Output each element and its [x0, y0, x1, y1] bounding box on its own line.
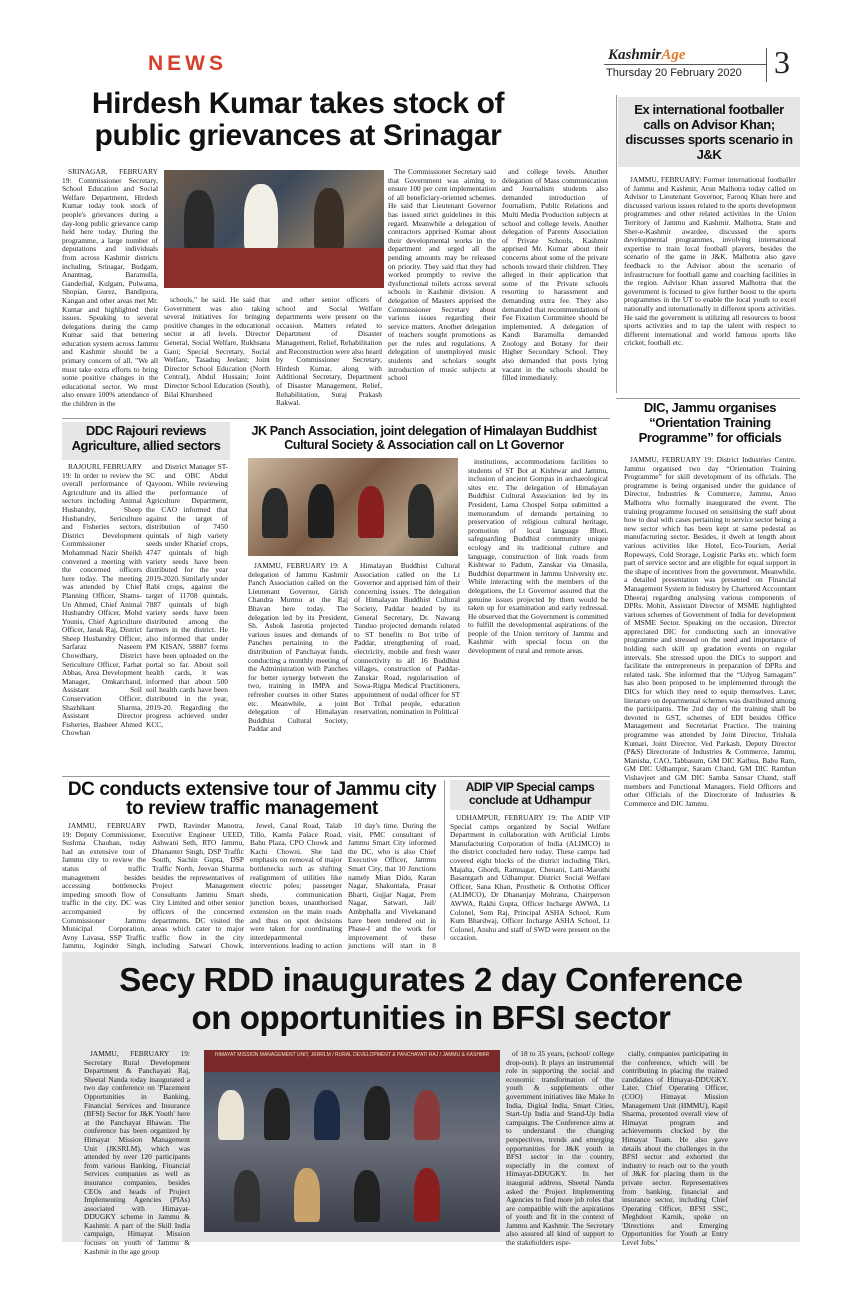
- story1-col1: SRINAGAR, FEBRUARY 19: Commissioner Secretary, School Education and Social Welfare Department, Hirdesh Kumar today took stock of people's grievances during a day-long public grievance camp held here today. During the programme, a large number of deputations and individuals from across Kashmir districts including, Srinagar, Budgam, Anantnag, Baramulla, Ganderbal, Kulgam, Pulwama, Shopian, Gurez, Bandipora, Kangan and other areas met Mr. Kumar and highlighted their issues. Speaking to several delegations during the camp Kumar said that bettering education system across Jammu and Kashmir should be a primary concern of all. "We all must take extra efforts to bring some positive changes in the educational sector. We must also ensure 100% attendance of the children in the: [62, 167, 158, 409]
- photo-figure: [262, 488, 288, 538]
- photo-figure: [414, 1090, 440, 1140]
- paper-name-accent: Age: [661, 47, 686, 63]
- paper-name-main: Kashmir: [608, 47, 662, 63]
- story4-headline: JK Panch Association, joint delegation of Himalayan Buddhist Cultural Society & Association call on Lt Governor: [251, 424, 597, 452]
- divider-top: [62, 418, 610, 419]
- story8-headline-line1: Secy RDD inaugurates 2 day Conference: [119, 961, 743, 998]
- story5-body: JAMMU, FEBRUARY 19: District Industries Centre, Jammu organised two day “Orientation Training Programme” for skill development of its officials. The programme is being organised under the guidance of Director, Industries & Commerce, Jammu, Anoo Malhotra who formally inaugurated the event. The training programme focused on sensitising the staff about how to deal with cases pertaining to service sector being a new sector which has been kept at same pedestal as manufacturing sector. Besides, it dwelt at length about various activities like Hotel, Eco-Tourism, Aerial Ropeways, Cold Storage, Logistic Parks etc. which form part of service sector and are eligible for equal support in the shape of incentives from the government. Meanwhile, a detailed presentation was presented on Financial Management System in Industry by Chartered Accountant Dheeraj regarding analysing various components of DPRs. Mohit, Assistant Director of MSME highlighted various schemes of Government of India for development of MSME Sector. Speaking on the occasion, Director appreciated DIC for conducting such an innovative programme and stressed on the need and importance of holding such skill up gradation events on regular intervals. She stressed upon the DICs to support and facilitate the entrepreneurs in preparation of DPRs and related task. She informed that the “Udyog Samagam” has also been proposed to be implemented through the DICs for which they need to equip themselves. Later, literature on departmental schemes was distributed among the participants. The 2nd day of the training shall be devoted to GST, schemes of EDI besides Office Management and Secretariat Practice. The training programme was attended by Joint Director, Trishala Kumari, Joint Director, Ved Parkash, Deputy Director (P&S) Directorate of Industries & Commerce, Jammu, Manisha, CAO, Tabbasum, GM DIC Kathua, Babu Ram, GM DIC Udhampur, Saram Chand, GM DIC Ramban Vishavjeet and GM DIC Samba Sansar Chand, staff members and Functional Managers, Field Officers and other Officials of the Directorate of Industries & Commerce and DIC Jammu.: [624, 455, 796, 808]
- masthead-logo: [608, 47, 686, 64]
- story6-col2: PWD, Ravinder Manotra, Executive Engineer UEED, Ashwani Seth, RTO Jammu, Dhananter Singh, DSP Traffic South, Sachin Gupta, DSP Traffic North, Jeevan Sharma besides the representatives of Project Management Consultants Jammu Smart City Limited and other senior officers of the concerned departments. DC visited the areas which cater to major traffic flow in the city including Satwari Chowk,: [152, 821, 244, 951]
- story3-headline: DDC Rajouri reviews Agriculture, allied sectors: [71, 423, 221, 453]
- story1-col3: and other senior officers of school and Social Welfare departments were present on the occasion. Matters related to Department of Disaster Management, Relief, Rehabilitation and Reconstruction were also heard by Commissioner Secretary, Hirdesh Kumar, along with Additional Secretary, Department of Disaster Management, Relief, Rehabilitation, Suraj Prakash Rakwal.: [276, 295, 382, 408]
- masthead-divider: [604, 64, 766, 65]
- story2-headline: Ex international footballer calls on Advisor Khan; discusses sports scenario in J&K: [625, 102, 793, 162]
- masthead-vertical-rule: [766, 48, 767, 82]
- photo-figure: [264, 1088, 290, 1140]
- story8-col3: cially, companies participating in the conference, which will be contributing in placing the trained candidates of Himayat-DDUGKY. Later, Chief Operating Officer, (COO) Himayat Mission Management Unit (HMMU), Kapil Sharma, presented overall view of Himayat program and achievements clocked by the Himayat Team. He also gave details about the challenges in the BFSI sector and exhorted the industry to reach out to the youth of J&K for placing them in the private sector. Representatives from banking, financial and insurance sector, including Chief Operating Officer, BFSI SSC, Meghdoot Karnik, spoke on 'Directions and Emerging Opportunities for Youth at Entry Level Jobs.': [622, 1049, 728, 1248]
- photo-figure: [308, 484, 334, 538]
- story8-col1: JAMMU, FEBRUARY 19: Secretary Rural Development Department & Panchayati Raj, Sheetal Nanda today inaugurated a two day conference on 'Placement Opportunities in Banking, Financial Services and Insurance (BFSI) Sector for J&K Youth' here at the Panchayat Bhawan. The conference has been organized by Himayat Mission Management Unit (JKSRLM), which was attended by over 120 participants from various Banking, Financial Services companies as well as insurance companies, besides CEOs and heads of Project Implementing Agencies (PIAs) associated with Himayat-DDUGKY scheme in Jammu & Kashmir. A part of the Skill India campaign, Himayat Mission focuses on youth of Jammu & Kashmir in the age group: [84, 1049, 190, 1256]
- divider-right: [616, 398, 800, 399]
- story6-col4: 10 day's time. During the visit, PMC consultant of Jammu Smart City informed the DC, who is also Chief Executive Officer, Jammu Smart City, that 10 Junctions namely Mian Dido, Karan Nagar, Shakuntala, Prasar Bharti, Gujjar Nagar, Prem Nagar, Satwari, Jail/ Ambphalla and Vivekanand have been tendered out in Phase-I and the work for improvement of these junctions will start in 8: [348, 821, 436, 951]
- photo-figure: [408, 484, 434, 538]
- story7-headline: ADIP VIP Special camps conclude at Udhampur: [465, 780, 595, 807]
- photo-figure: [414, 1168, 440, 1222]
- photo-banner-text: HIMAYAT MISSION MANAGEMENT UNIT, JKRRLM / RURAL DEVELOPMENT & PANCHAYATI RAJ / JAMMU & KASHMIR: [214, 1052, 490, 1058]
- photo-figure: [358, 486, 384, 538]
- photo-figure: [184, 190, 214, 250]
- story4-col2: Himalayan Buddhist Cultural Association called on the Lt Governor and apprised him of their concerning issues. The delegation of Himalayan Buddhist Cultural Society, Paddar headed by its General Secretary, Dr. Nawang Tunduo projected demands related to ST benefits to Bot tribe of Paddar, strengthening of road, electricity, mobile and fresh water connectivity to all 16 Buddhist villages, construction of Paddar-Zanskar Road, regularisation of Sowa-Rigpa Medical Practitioners, appointment of nodal officer for ST Bot Tribal people, education reservation, nomination in Political: [354, 561, 460, 717]
- story6-col1: JAMMU, FEBRUARY 19: Deputy Commissioner, Sushma Chauhan, today had an extensive tour of Jammu city to review the status of traffic management besides accessing bottlenecks impeding smooth flow of traffic in the city. DC was accompanied by Commissioner Jammu Municipal Corporation, Avny Lavasa, SSP Traffic Jammu, Joginder Singh,: [62, 821, 146, 951]
- photo-figure: [364, 1086, 390, 1140]
- divider-story7: [444, 780, 445, 940]
- photo-figure: [314, 188, 344, 250]
- story1-col2: schools," he said. He said that Government was also taking several initiatives for bringing positive changes in the educational sector at all levels. Director General, Social Welfare, Rukhsana Gani; Special Secretary, Social Welfare, Tasaduq Jeelani; Joint Director School Education (North Central), Abdul Hussain; Joint Director School Education (South), Bilal Khursheed: [164, 295, 270, 399]
- story1-photo: [164, 170, 384, 288]
- page-number: 3: [774, 44, 790, 80]
- story2-body: JAMMU, FEBRUARY: Former international footballer of Jammu and Kashmir, Arun Malhotra today called on Advisor to Lieutenant Governor, Farooq Khan here and discussed various issues related to the sports development programmes and other related activities in the Union Territory of Jammu and Kashmir. Malhotra, State and Sher-e-Kashmir awardee, discussed the sports developmental programmes, involving international expertise to train local football players, besides the scenario of the game in J&K. Malhotra also gave feedback to the Advisor about the scenario of infrastructure for football game and coaching facilities in the region. Advisor Khan assured Malhotra that the government is focused to give further boost to the sports programmes in the UT to enable the local youth to excel nationally and internationally in different sports activities. He said the government is utilizing all resources to boost sports activities and to tap the talent with respect to different international and world famous sports like cricket, football etc.: [624, 175, 796, 348]
- story1-col4: The Commissioner Secretary said that Government was aiming to ensure 100 per cent implementation of all beneficiary-oriented schemes. He said that Lieutenant Governor has issued strict guidelines in this regard. Meanwhile a delegation of contractors apprised Kumar about their developmental works in the department and urged all the pending amounts may be released on priority. They said that they had worked promptly to revive the dysfunctional toilets across several schools in Kashmir division. A delegation of Masters apprised the Commissioner Secretary about various issues regarding their service matters. Another delegation of teachers sought promotions as per the rules and regulations. A delegation of unemployed music students and scholars sought introduction of music subjects at school: [388, 167, 496, 383]
- story4-col1: JAMMU, FEBRUARY 19: A delegation of Jammu Kashmir Panch Association called on the Lieutenant Governor, Girish Chandra Murmu at the Raj Bhavan here today. The delegation led by its President, Sh. Ashok Jasrotia projected various issues and demands of Panches pertaining to the distribution of Panchayat funds, conducting a monthly meeting of the Administration with Panches for better synergy between the two, training in IMPA and refresher courses in other States etc. Meanwhile, a joint delegation of Himalayan Buddhist Cultural Society, Paddar and: [248, 561, 348, 734]
- photo-figure: [314, 1090, 340, 1140]
- story8-headline-line2: on opportunities in BFSI sector: [191, 999, 671, 1036]
- photo-figure: [244, 184, 278, 250]
- story4-col3: institutions, accommodations facilities to students of ST Bot at Kishtwar and Jammu, inclusion of ancient Gompas in archaeological sites etc. The delegation of Himalayan Buddhist Cultural Association led by its President, Lama Chospel Sotpa submitted a memorandum of demands pertaining to preservation of religious cultural heritage, promotion of local language Bhoti, safeguarding Buddhist community unique ecology and its traditional culture and language, construction of link roads from Kishtwar to Padum, Zanskar via Omasila, Buddhist department in Jammu University etc. While interacting with the members of the delegations, the Lt Governor assured that the genuine issues projected by them would be taken up for examination and early redressal. He observed that the Government is committed to fulfill the developmental aspirations of the people of the Union territory of Jammu and Kashmir with special focus on the development of rural and remote areas.: [468, 457, 608, 656]
- photo-figure: [354, 1170, 380, 1222]
- story3-col2: and District Manager ST-SC and OBC Abdul Qayoom. While reviewing the performance of Agriculture Department, the CAO informed that against the target of distribution of 7450 quintals of high variety seeds under Kharief crops, 4747 quintals of high variety seeds have been distributed for the year 2019-2020. Similarly under Rabi crops, against the target of 11708 quintals, 7887 quintals of high variety seeds have been distributed among the farmers in the district. He also informed that under PM KISAN, 58887 forms have been uploaded on the portal so far. About soil health cards, it was informed that about 500 soil health cards have been distributed in the year, 2019-20. Regarding the progress achieved under KCC,: [146, 462, 228, 729]
- story4-photo: [248, 458, 458, 556]
- story1-col5: and college levels. Another delegation of Mass communication and Journalism students also demanded introduction of Journalism, Public Relations and Multi Media Production subjects at school and college levels. Another delegation of Parents Association of Private Schools, Kashmir apprised Mr. Kumar about their concerns about some of the private schools toward their children. They alleged in their application that some of the Private schools resorting to harassment and demanding extra fee. They also demanded that recommendations of Fee Fixation Committee should be implemented. A delegation of Kandi Baramulla demanded Zoology and Botany for their Higher Secondary School. They also demanded that posts lying vacant in the schools should be filled immediately.: [502, 167, 608, 383]
- photo-table: [164, 248, 384, 288]
- story1-headline: Hirdesh Kumar takes stock of public grievances at Srinagar: [91, 87, 505, 152]
- photo-figure: [294, 1168, 320, 1222]
- divider-mid: [62, 776, 610, 777]
- story3-col1: RAJOURI, FEBRUARY 19: In order to review the overall performance of Agriculture and its allied sectors including Animal Husbandry, Sheep Husbandry, Sericulture and Fisheries sectors, District Development Commissioner Mohammad Nazir Sheikh convened a meeting with the concerned officers here today. The meeting was attended by Chief Planning Officer, Shams-Un Ahmed, Chief Animal Husbandry Officer, Mohd Younis, Chief Agriculture Officer, Janak Raj, District Sheep Husbandry Officer, Sarfaraz Naseem Chowdhary, District Sericulture Officer, Farhat Abbas, Area Development Manager, Omkarchand, Assistant Soil Conservation Officer, Shazhikant Sharma, Assistant Director Fisheries, Basheer Ahmed Chowhan: [62, 462, 142, 738]
- photo-figure: [218, 1090, 244, 1140]
- story6-headline: DC conducts extensive tour of Jammu city to review traffic management: [67, 779, 437, 819]
- masthead-date: Thursday 20 February 2020: [606, 67, 742, 79]
- photo-figure: [234, 1170, 260, 1222]
- story7-body: UDHAMPUR, FEBRUARY 19: The ADIP VIP Special camps organized by Social Welfare Department in collaboration with Artificial Limbs Manufacturing Corporation of India (ALIMCO) in the district concluded here today. These camps had covered eight blocks of the district including Tikri, Majalta, Ghordi, Ramnagar, Chenani, Latti-Marothi Basantgarh and Udhampur. District Social Welfare Officer, Sana Khan, Prosthetic & Orthotist Officer (ALIMCO), Dr Dhananjay Mohrana, Chairperson AWWA, Rakhi Gupta, Officer Incharge AWWA, Lt Colonel, Som Raj, Principal ASHA School, Kum Kum Bhardwaj, Officer Incharge ASHA School, Lt Colonel, Anshu and staff of SWD were present on the occasion.: [450, 813, 610, 943]
- story8-col2: of 18 to 35 years, (school/ college drop-outs). It plays an instrumental role in supporting the social and economic transformation of the youth & supplements other government initiatives like Make In India, Digital India, Smart Cities, Start-Up India and Stand-Up India campaigns. The Conference aims at to understand the changing perspectives, trends and emerging opportunities for J&K youth in BFSI sector in the country, especially in the context of Himayat-DDUGKY. In her inaugural address, Sheetal Nanda asked the Project Implementing Agencies to find more job roles that are compatible with the aspirations of youth and fit in the context of Jammu and Kashmir. The Secretary also assured all kind of support to the stakeholders espe-: [506, 1049, 614, 1248]
- story5-headline: DIC, Jammu organises “Orientation Training Programme” for officials: [638, 400, 782, 445]
- section-label: NEWS: [148, 52, 227, 75]
- story8-photo: [204, 1050, 500, 1232]
- story6-col3: Jewel, Canal Road, Talab Tillo, Kamla Palace Road, Bahu Plaza, CPO Chowk and Kachi Chowni. She laid emphasis on removal of major bottlenecks such as shifting realignment of utilities like electric poles; passenger sheds, communication junction boxes, unauthorised extension on the main roads and thus on spot decisions were taken for coordinating interdepartmental interventions leading to action: [250, 821, 342, 951]
